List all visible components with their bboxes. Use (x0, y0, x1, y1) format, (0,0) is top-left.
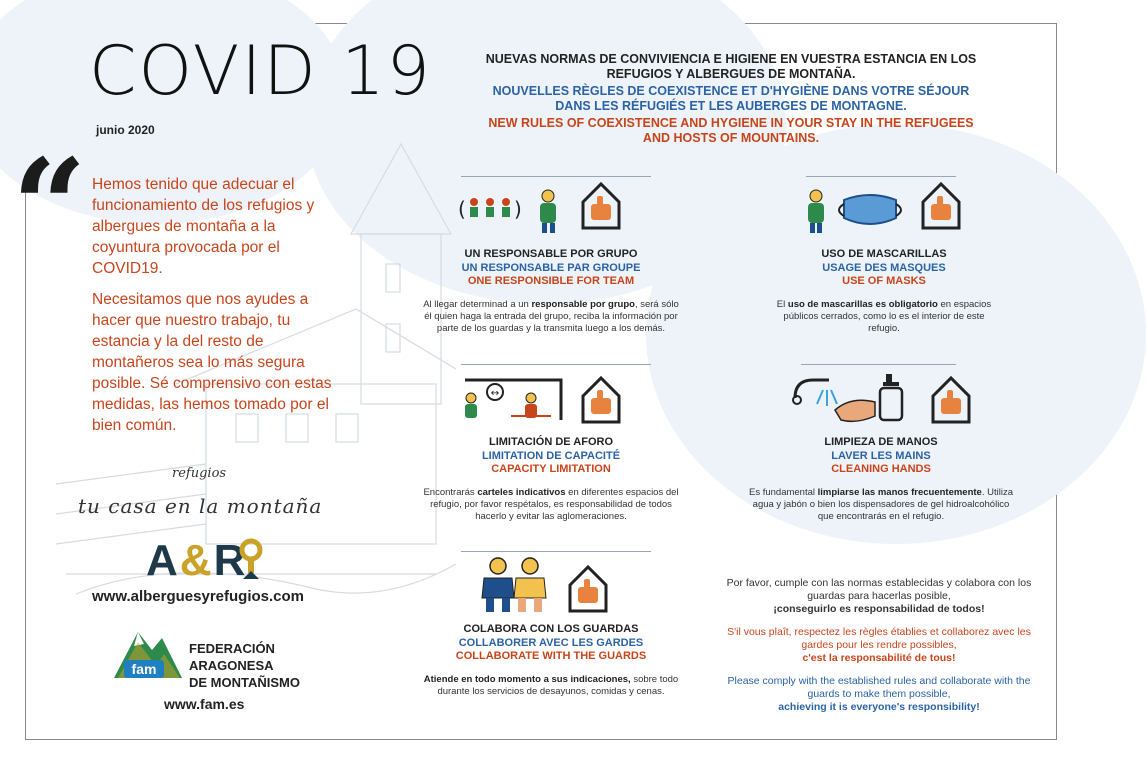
capacity-title-es: LIMITACIÓN DE AFORO (488, 436, 614, 448)
thumbs-up-house-icon (929, 374, 973, 424)
masks-title-es: USO DE MASCARILLAS (821, 248, 947, 260)
date-label: junio 2020 (96, 123, 155, 137)
closing-fr: S'il vous plaît, respectez les règles établies et collaborez avec les gardes pour les rendre possibles, c'est la responsabilité de tous! (727, 626, 1031, 664)
thumbs-up-house-icon (579, 374, 623, 424)
masks-title-fr: USAGE DES MASQUES (822, 261, 946, 274)
page-title: COVID 19 (89, 32, 432, 111)
header-fr: NOUVELLES RÈGLES DE COEXISTENCE ET D'HYGIÈNE DANS VOTRE SÉJOUR DANS LES RÉFUGIÉS ET LES AUBERGES DE MONTAGNE. (492, 84, 970, 113)
federation-line-3: DE MONTAÑISMO (189, 675, 300, 690)
thumbs-up-house-icon (579, 180, 623, 230)
ar-logo-r: R (213, 536, 248, 585)
tagline: tu casa en la montaña (78, 494, 323, 518)
fam-badge-text: fam (131, 661, 157, 677)
section-hands (746, 436, 1016, 523)
hands-title-fr: LAVER LES MAINS (831, 449, 931, 462)
mountain-logo-icon (112, 624, 184, 682)
federation-line-1: FEDERACIÓN (189, 641, 275, 656)
distance-icon (461, 370, 571, 426)
closing-en: Please comply with the established rules and collaborate with the guards to make them possible, achieving it is everyone's responsibility! (727, 675, 1031, 713)
guards-icon (476, 554, 556, 614)
hand-washing-icon (791, 370, 921, 426)
quote-icon: “ (12, 130, 87, 283)
ar-logo (146, 536, 247, 586)
hands-title-es: LIMPIEZA DE MANOS (824, 436, 938, 448)
svg-text:): ) (514, 197, 522, 221)
section-divider (461, 176, 651, 177)
ar-logo-a: A (146, 536, 180, 585)
group-icon (456, 184, 656, 234)
covid-poster (12, 23, 1057, 740)
masks-title-en: USE OF MASKS (842, 275, 926, 287)
group-title-es: UN RESPONSABLE POR GRUPO (464, 248, 638, 260)
section-divider (806, 176, 956, 177)
guards-title-en: COLLABORATE WITH THE GUARDS (455, 650, 647, 662)
section-guards (421, 623, 681, 698)
capacity-description: Encontrarás carteles indicativos en diferentes espacios del refugio, por favor respétalos, es responsabilidad de todos hacerlo y evitar las aglomeraciones. (423, 486, 679, 522)
masks-description: El uso de mascarillas es obligatorio en espacios públicos cerrados, como lo es el interior de este refugio. (776, 298, 992, 334)
tagline-small: refugios (172, 466, 227, 481)
federation-name (189, 640, 300, 691)
hands-title-en: CLEANING HANDS (831, 463, 931, 475)
capacity-title-en: CAPACITY LIMITATION (491, 463, 611, 475)
rules-header (476, 52, 986, 146)
section-divider (801, 364, 956, 365)
thumbs-up-house-icon (919, 180, 963, 230)
section-divider (461, 551, 651, 552)
group-title-fr: UN RESPONSABLE PAR GROUPE (461, 261, 641, 274)
intro-paragraph-1: Hemos tenido que adecuar el funcionamiento de los refugios y albergues de montaña a la coyuntura provocada por el COVID19. (92, 176, 315, 277)
capacity-title-fr: LIMITATION DE CAPACITÉ (481, 449, 621, 462)
guards-title-es: COLABORA CON LOS GUARDAS (463, 623, 639, 635)
closing-es: Por favor, cumple con las normas establecidas y colabora con los guardas para hacerlas posible, ¡conseguirlo es responsabilidad de todos! (726, 577, 1032, 615)
guards-description: Atiende en todo momento a sus indicaciones, sobre todo durante los servicios de desayunos, comidas y cenas. (423, 673, 679, 697)
group-description: Al llegar determinad a un responsable por grupo, será sólo él quien haga la entrada del grupo, reciba la información por parte de los guardas y la transmita luego a los demás. (423, 298, 679, 334)
federation-line-2: ARAGONESA (189, 658, 274, 673)
mask-icon (798, 184, 918, 234)
intro-paragraph-2: Necesitamos que nos ayudes a hacer que nuestro trabajo, tu estancia y la del resto de montañeros sea lo más segura posible. Sé comprensivo con estas medidas, las hemos tomado por el bien común. (92, 291, 332, 434)
svg-text:(: ( (458, 197, 466, 221)
closing-message (719, 577, 1039, 724)
website-link[interactable]: www.alberguesyrefugios.com (92, 588, 304, 605)
ar-logo-amp: & (179, 536, 214, 585)
header-es: NUEVAS NORMAS DE CONVIVIENCIA E HIGIENE EN VUESTRA ESTANCIA EN LOS REFUGIOS Y ALBERGUES DE MONTAÑA. (485, 52, 977, 81)
location-pin-icon (239, 539, 263, 581)
guards-title-fr: COLLABORER AVEC LES GARDES (458, 636, 644, 649)
thumbs-up-house-icon (566, 563, 610, 613)
group-title-en: ONE RESPONSIBLE FOR TEAM (467, 275, 635, 287)
hands-description: Es fundamental limpiarse las manos frecuentemente. Utiliza agua y jabón o bien los dispensadores de gel hidroalcohólico que encontrarás en el refugio. (748, 486, 1014, 522)
section-capacity (421, 436, 681, 523)
section-masks (774, 248, 994, 335)
header-en: NEW RULES OF COEXISTENCE AND HYGIENE IN YOUR STAY IN THE REFUGEES AND HOSTS OF MOUNTAINS. (488, 116, 974, 145)
section-divider (461, 364, 651, 365)
section-group (421, 248, 681, 335)
svg-text:↔: ↔ (490, 388, 500, 399)
fam-website-link[interactable]: www.fam.es (164, 696, 245, 712)
